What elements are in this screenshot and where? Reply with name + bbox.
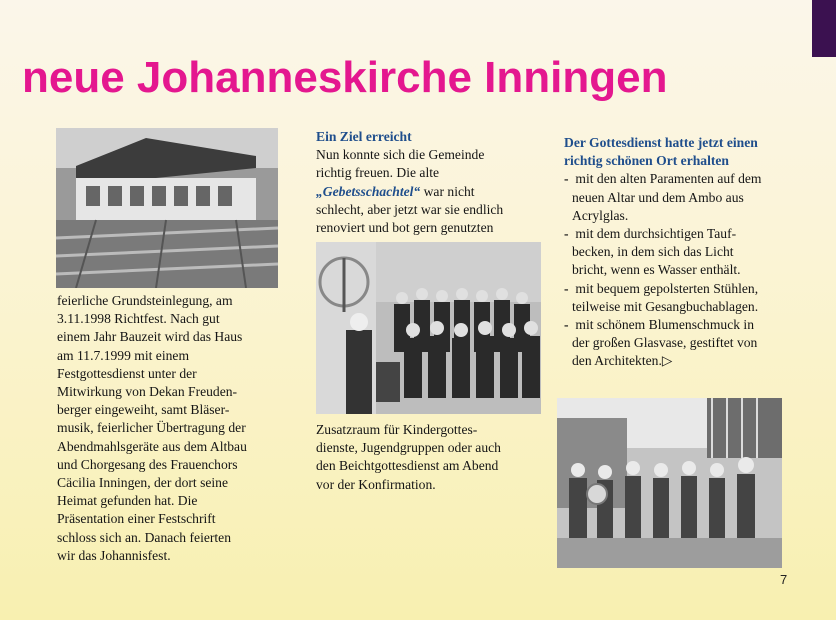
list-item-continuation: den Architekten.▷ xyxy=(572,353,673,369)
list-item-continuation: bricht, wenn es Wasser enthält. xyxy=(572,262,741,278)
list-item-continuation: Acrylglas. xyxy=(572,207,629,223)
list-item xyxy=(564,170,804,188)
construction-photo xyxy=(56,128,278,288)
text-line: Abendmahlsgeräte aus dem Altbau xyxy=(57,438,247,454)
list-dash: - xyxy=(564,317,569,333)
text-fragment: war nicht xyxy=(420,183,475,199)
section-heading: richtig schönen Ort erhalten xyxy=(564,153,729,169)
text-line: schloss sich an. Danach feierten xyxy=(57,529,232,545)
text-line: wir das Johannisfest. xyxy=(57,547,171,563)
section-heading: Der Gottesdienst hatte jetzt einen xyxy=(564,135,758,150)
page-number: 7 xyxy=(780,572,788,587)
text-line: richtig freuen. Die alte xyxy=(316,165,440,181)
list-dash: - xyxy=(564,226,569,242)
text-line: dienste, Jugendgruppen oder auch xyxy=(316,440,501,456)
list-dash: - xyxy=(564,171,569,187)
text-fragment: mit den alten Paramenten auf dem xyxy=(575,171,762,187)
column-2-caption xyxy=(316,421,546,494)
list-item-continuation: becken, in dem sich das Licht xyxy=(572,244,734,260)
text-line: am 11.7.1999 mit einem xyxy=(57,347,190,363)
text-line: Cäcilia Inningen, der dort seine xyxy=(57,475,228,491)
text-line: Festgottesdienst unter der xyxy=(57,365,197,381)
text-line: den Beichtgottesdienst am Abend xyxy=(316,458,499,474)
section-heading: Ein Ziel erreicht xyxy=(316,129,412,144)
brass-band-photo xyxy=(557,398,782,568)
text-line: Mitwirkung von Dekan Freuden- xyxy=(57,384,238,400)
list-item-continuation: neuen Altar und dem Ambo aus xyxy=(572,189,744,205)
column-3-text xyxy=(564,134,804,371)
text-line: Zusatzraum für Kindergottes- xyxy=(316,422,478,437)
list-item xyxy=(564,280,804,298)
text-line: renoviert und bot gern genutzten xyxy=(316,220,494,236)
text-line: berger eingeweiht, samt Bläser- xyxy=(57,402,230,418)
list-item-continuation: der großen Glasvase, gestiftet von xyxy=(572,335,758,351)
text-line: Heimat gefunden hat. Die xyxy=(57,493,198,509)
list-dash: - xyxy=(564,280,569,296)
quoted-term: „Gebetsschachtel“ xyxy=(316,183,421,199)
page-title: neue Johanneskirche Inningen xyxy=(22,53,668,102)
text-line: und Chorgesang des Frauenchors xyxy=(57,456,238,472)
text-line: Nun konnte sich die Gemeinde xyxy=(316,147,485,163)
corner-accent-bar xyxy=(812,0,836,57)
text-line: musik, feierlicher Übertragung der xyxy=(57,420,246,436)
text-fragment: mit dem durchsichtigen Tauf- xyxy=(575,226,737,242)
text-fragment: mit bequem gepolsterten Stühlen, xyxy=(575,280,759,296)
choir-photo xyxy=(316,242,541,414)
list-item xyxy=(564,225,804,243)
column-2-text xyxy=(316,128,546,237)
text-fragment: mit schönem Blumenschmuck in xyxy=(575,317,754,333)
text-line: Präsentation einer Festschrift xyxy=(57,511,216,527)
text-line: einem Jahr Bauzeit wird das Haus xyxy=(57,329,243,345)
list-item xyxy=(564,316,804,334)
text-line: vor der Konfirmation. xyxy=(316,476,436,492)
column-1-text xyxy=(57,292,287,565)
text-line xyxy=(316,183,546,201)
text-line: feierliche Grundsteinlegung, am xyxy=(57,293,233,308)
text-line: schlecht, aber jetzt war sie endlich xyxy=(316,201,504,217)
text-line: 3.11.1998 Richtfest. Nach gut xyxy=(57,311,220,327)
list-item-continuation: teilweise mit Gesangbuchablagen. xyxy=(572,298,759,314)
